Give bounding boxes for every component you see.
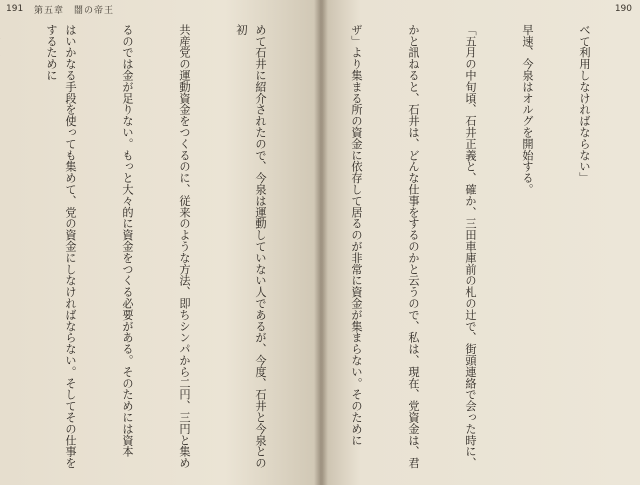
text-line bbox=[0, 24, 4, 469]
right-page bbox=[322, 0, 640, 485]
right-page-number: 190 bbox=[614, 4, 632, 14]
left-page-number: 191 bbox=[6, 4, 24, 14]
right-page-body bbox=[336, 24, 632, 469]
text-line: はいかなる手段を使っても集めて、党の資金にしなければならない。そしてその仕事をするために bbox=[45, 24, 77, 469]
text-line: かと訊ねると、石井は、どんな仕事をするのかと云うので、私は、現在、党資金は、君 bbox=[407, 24, 420, 469]
text-line: るのでは金が足りない。もっと大々的に資金をつくる必要がある。そのためには資本 bbox=[121, 24, 134, 458]
text-line: めて石井に紹介されたので、今泉は運動していない人であるが、今度、石井と今泉との初 bbox=[235, 24, 267, 469]
text-line: ザ」より集まる所の資金に依存して居るのが非常に資金が集まらない。そのために bbox=[350, 24, 363, 446]
text-line: 早速、今泉はオルグを開始する。 bbox=[521, 24, 534, 195]
book-gutter-shadow bbox=[314, 0, 328, 485]
text-line: 「五月の中旬頃、石井正義と、確か、三田車庫前の札の辻で、街頭連絡で会った時に、 bbox=[464, 24, 477, 469]
running-header: 第五章 闇の帝王 bbox=[34, 6, 115, 16]
text-line: 共産党の運動資金をつくるのに、従来のような方法、即ちシンパから二円、三円と集め bbox=[178, 24, 191, 469]
left-page-body bbox=[8, 24, 308, 469]
text-line: べて利用しなければならない」 bbox=[578, 24, 591, 184]
